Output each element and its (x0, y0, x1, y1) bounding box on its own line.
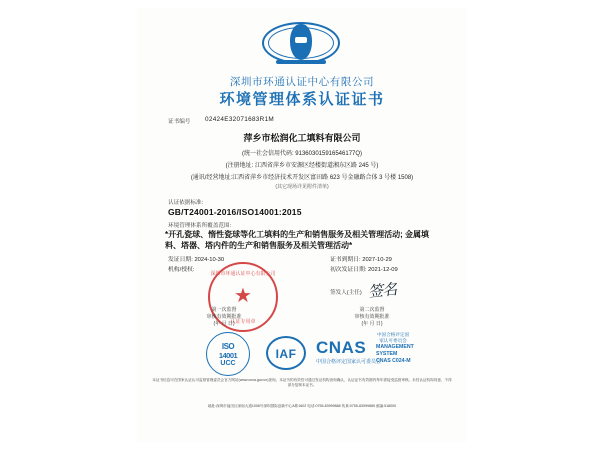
ms-line2: CNAS C024-M (376, 358, 411, 364)
registration-number-label: 证书编号 (168, 119, 191, 125)
scope-text: *开孔瓷球、惰性瓷球等化工填料的生产和销售服务及相关管理活动; 金属填料、塔器、塔内件的生产和销售服务及相关管理活动* (165, 230, 429, 250)
surveillance-right-line2: 审核有效期批准 (354, 314, 390, 320)
issue-date (168, 254, 224, 263)
certification-body-logo (262, 16, 340, 70)
surveillance-right-line1: 第二次监督 (359, 307, 385, 313)
org-head-row (168, 264, 194, 273)
expiry-date (330, 254, 392, 263)
management-system-caption (376, 344, 414, 365)
expiry-date-value: 2027-10-29 (362, 257, 392, 263)
iaf-mark-icon (266, 336, 306, 370)
scope-label: 环境管理体系所覆盖范围: (168, 223, 232, 229)
iso-mark-line2: 14001 (218, 351, 238, 360)
initial-cert-label: 初次发证日期: (330, 267, 367, 273)
ms-line1: MANAGEMENT SYSTEM (376, 344, 414, 357)
initial-certification-date (330, 264, 398, 273)
surveillance-approval-left (182, 306, 266, 327)
logo-core-icon (290, 24, 312, 60)
signer-label: 签发人(主任) (330, 290, 362, 296)
iso-14001-mark-icon (206, 332, 250, 376)
cnas-mark-subtext: 中国合格评定国家认可委员会 (316, 359, 382, 365)
issue-date-value: 2024-10-30 (194, 257, 225, 263)
issuer-organization: 深圳市环通认证中心有限公司 (229, 76, 375, 88)
surveillance-right-line3: (年 月 日) (361, 321, 383, 327)
org-head-label: 机构/授权: (168, 267, 195, 273)
surveillance-approval-right (330, 306, 414, 327)
cnas-chinese-caption: 中国合格评定国家认可委员会 (376, 332, 410, 343)
logo-underbar-icon (276, 60, 326, 64)
footer-address: 地址:深圳市福田区深南大道1006号深圳国际创新中心A栋1602 电话:0755-83999888 传真:0755-83999889 邮编:518000 (207, 404, 397, 408)
standard-value: GB/T24001-2016/ISO14001:2015 (168, 207, 302, 217)
certificate-title: 环境管理体系认证证书 (219, 91, 385, 108)
iso-mark-line3: UCC (220, 360, 236, 367)
registration-number-value: 02424E32071683R1M (205, 116, 275, 123)
credit-code: (统一社会信用代码: 913603015916546177Q) (241, 151, 363, 157)
operating-address: (通讯/经营地址:江西省萍乡市经济技术开发区富田路 623 号金融路合体 3 号楼 1508) (190, 175, 414, 181)
stamp-bottom-text: 认证专用章 (230, 319, 256, 325)
cnas-mark-text: CNAS (316, 338, 367, 357)
issue-date-label: 发证日期: (168, 257, 193, 263)
initial-cert-value: 2021-12-09 (368, 267, 398, 273)
iaf-mark-text: IAF (275, 347, 297, 361)
registered-address: (注册地址: 江西省萍乡市安源区经楼街道湘东区路 245 号) (225, 163, 379, 169)
stamp-top-text: 深圳市环通认证中心有限公司 (210, 271, 276, 277)
standard-label: 认证依据标准: (168, 200, 204, 206)
surveillance-left-line2: 审核有效期批准 (206, 314, 242, 320)
expiry-date-label: 证书到期日: (330, 257, 361, 263)
address-note: (其它现场详见附件清单) (275, 184, 329, 190)
accreditation-marks (200, 330, 414, 376)
signature-mark: 签名 (367, 280, 398, 301)
iso-mark-line1: ISO (221, 342, 235, 351)
surveillance-left-line1: 第一次监督 (211, 307, 237, 313)
surveillance-left-line3: (年 月 日) (213, 321, 235, 327)
stamp-star-icon: ★ (234, 285, 252, 307)
company-name: 萍乡市松润化工填料有限公司 (243, 133, 361, 143)
fine-print: 本证书信息可在国家认证认可监督管理委员会官方网站(www.cnca.gov.cn)查询。本证书的有效性可通过发证机构查询确认，认证证书有效期内每年需接受监督审核。未经认证机构同意，不得部分复制本证书。 (152, 378, 452, 388)
